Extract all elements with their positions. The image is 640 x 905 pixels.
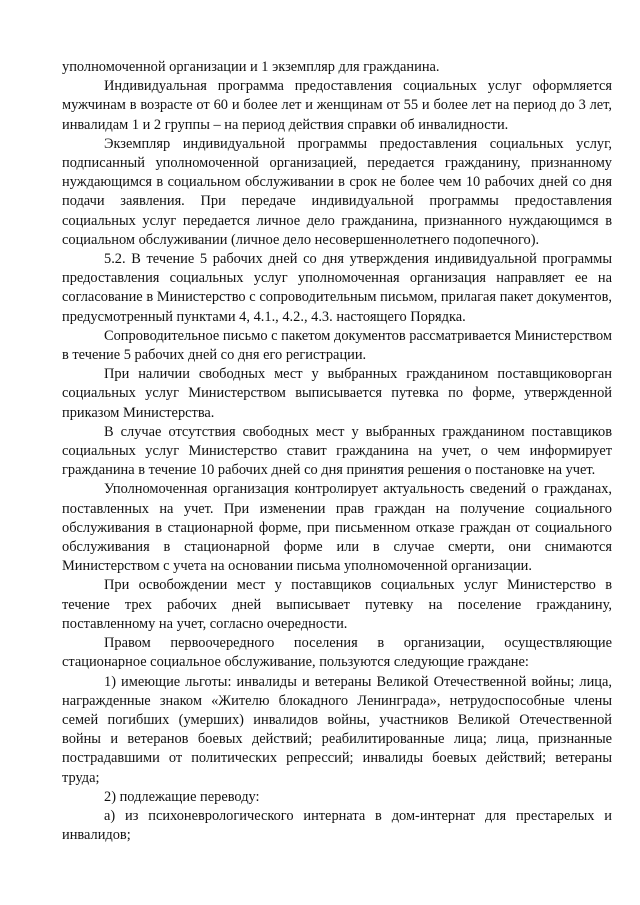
paragraph-program-eligibility: Индивидуальная программа предоставления социальных услуг оформляется мужчинам в возрасте от 60 и более лет и женщинам от 55 и более лет на период до 3 лет, инвалидам 1 и 2 группы – на период действия справки об инвалидности. [62, 78, 612, 133]
paragraph-waiting-list: В случае отсутствия свободных мест у выбранных гражданином поставщиков социальных услуг Министерство ставит гражданина на учет, о чем информирует гражданина в течение 10 рабочих дней со дня принятия решения о постановке на учет. [62, 423, 612, 479]
list-item-benefits: 1) имеющие льготы: инвалиды и ветераны Великой Отечественной войны; лица, награжденные знаком «Жителю блокадного Ленинграда», нетрудоспособные члены семей погибших (умерших) инвалидов войны, участников Великой Отечественной войны и ветеранов боевых действий; реабилитированные лица; лица, признанные пострадавшими от политических репрессий; инвалиды боевых действий; ветераны труда; [62, 673, 612, 786]
paragraph-section-5-2: 5.2. В течение 5 рабочих дней со дня утверждения индивидуальной программы предоставления социальных услуг уполномоченная организация направляет ее на согласование в Министерство с сопроводительным письмом, прилагая пакет документов, предусмотренный пунктами 4, 4.1., 4.2., 4.3. настоящего Порядка. [62, 251, 612, 325]
paragraph-voucher-issue: При наличии свободных мест у выбранных гражданином поставщиковорган социальных услуг Министерством выписывается путевка по форме, утвержденной приказом Министерства. [62, 366, 612, 421]
paragraph-program-transfer: Экземпляр индивидуальной программы предоставления социальных услуг, подписанный уполномоченной организацией, передается гражданину, признанному нуждающимся в социальном обслуживании в срок не более чем 10 рабочих дней со дня подачи заявления. При передаче индивидуальной программы предоставления социальных услуг передается личное дело гражданина, признанного нуждающимся в социальном обслуживании (личное дело несовершеннолетнего подопечного). [62, 135, 612, 248]
list-item-transfer-a: а) из психоневрологического интерната в дом-интернат для престарелых и инвалидов; [62, 807, 612, 844]
paragraph-list-control: Уполномоченная организация контролирует актуальность сведений о гражданах, поставленных на учет. При изменении прав граждан на получение социального обслуживания в стационарной форме, при письменном отказе граждан от социального обслуживания в стационарной форме или в случае смерти, они снимаются Министерством с учета на основании письма уполномоченной организации. [62, 481, 612, 575]
paragraph-priority-right: Правом первоочередного поселения в организации, осуществляющие стационарное социальное обслуживание, пользуются следующие граждане: [62, 635, 612, 671]
document-body [62, 58, 612, 845]
list-item-transfer: 2) подлежащие переводу: [104, 788, 260, 805]
paragraph-vacancy: При освобождении мест у поставщиков социальных услуг Министерство в течение трех рабочих дней выписывает путевку на поселение гражданину, поставленному на учет, согласно очередности. [62, 577, 612, 632]
paragraph-letter-review: Сопроводительное письмо с пакетом документов рассматривается Министерством в течение 5 рабочих дней со дня его регистрации. [62, 327, 612, 364]
paragraph-continuation: уполномоченной организации и 1 экземпляр для гражданина. [62, 59, 440, 75]
